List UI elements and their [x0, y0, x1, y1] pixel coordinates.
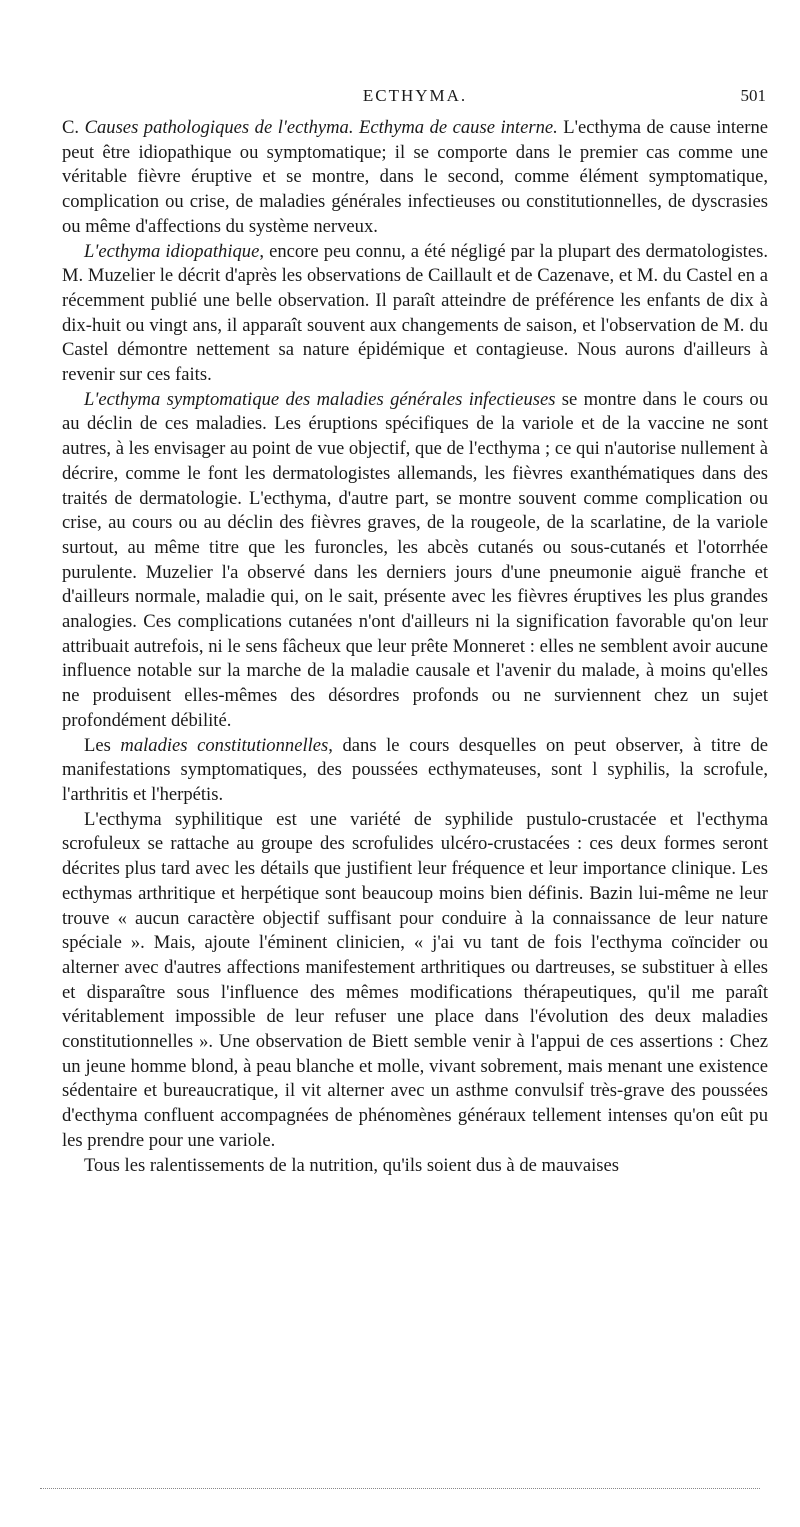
paragraph-text: se montre dans le cours ou au déclin de ces maladies. Les éruptions spécifiques de la variole et de la vaccine ne sont autres, à les envisager au point de vue objectif, que de l'ecthyma ; ce qui n'autorise nullement à décrire, comme le font les dermatologistes allemands, les fièvres exanthématiques dans des traités de dermatologie. L'ecthyma, d'autre part, se montre souvent comme complication ou crise, au cours ou au déclin des fièvres graves, de la rougeole, de la scarlatine, de la variole surtout, au même titre que les furoncles, les abcès cutanés ou sous-cutanés et l'otorrhée purulente. Muzelier l'a observé dans les derniers jours d'une pneumonie aiguë franche et d'ailleurs normale, maladie qui, on le sait, présente avec les fièvres éruptives les plus grandes analogies. Ces complications cutanées n'ont d'ailleurs ni la signification favorable qu'on leur attribuait autrefois, ni le sens fâcheux que leur prête Monneret : elles ne semblent avoir aucune influence notable sur la marche de la maladie causale et l'avenir du malade, à moins qu'elles ne produisent elles-mêmes des désordres profonds ou ne surviennent chez un sujet profondément débilité.	[62, 388, 768, 731]
paragraph-idiopathique	[62, 240, 768, 388]
page-number: 501	[740, 86, 766, 105]
term-italic: L'ecthyma idiopathique	[84, 240, 260, 262]
paragraph-causes	[62, 116, 768, 240]
running-title: ECTHYMA.	[362, 86, 468, 105]
paragraph-text: L'ecthyma syphilitique est une variété de syphilide pustulo-crustacée et l'ecthyma scrofuleux se rattache au groupe des scrofulides ulcéro-crustacées : ces deux formes seront décrites plus tard avec les détails que justifient leur fréquence et leur importance clinique. Les ecthymas arthritique et herpétique sont beaucoup moins bien définis. Bazin lui-même ne leur trouve « aucun caractère objectif suffisant pour conduire à la connaissance de leur nature spéciale ». Mais, ajoute l'éminent clinicien, « j'ai vu tant de fois l'ecthyma coïncider ou alterner avec d'autres affections manifestement arthritiques ou dartreuses, se substituer à elles et disparaître sous l'influence des mêmes modifications thérapeutiques, qu'il me paraît véritablement impossible de leur refuser une place dans l'évolution des deux maladies constitutionnelles ». Une observation de Biett semble venir à l'appui de ces assertions : Chez un jeune homme blond, à peau blanche et molle, vivant sobrement, mais menant une existence sédentaire et bureaucratique, il vit alterner avec un asthme convulsif très-grave des poussées d'ecthyma confluent accompagnées de phénomènes généraux tellement intenses qu'on eût pu les prendre pour une variole.	[62, 808, 768, 1151]
paragraph-ralentissements	[62, 1154, 768, 1179]
paragraph-lead-plain: Les	[84, 734, 121, 756]
paragraph-text: , dans le cours desquelles on peut observer, à titre de manifestations symptomatiques, des poussées ecthymateuses, sont l syphilis, la scrofule, l'arthritis et l'herpétis.	[62, 734, 768, 805]
paragraph-text: , encore peu connu, a été négligé par la plupart des dermatologistes. M. Muzelier le décrit d'après les observations de Caillault et de Cazenave, et M. du Castel en a récemment publié une belle observation. Il paraît atteindre de préférence les enfants de dix à dix-huit ou vingt ans, il apparaît souvent aux changements de saison, et l'observation de M. du Castel démontre nettement sa nature épidémique et contagieuse. Nous aurons d'ailleurs à revenir sur ces faits.	[62, 240, 768, 386]
footer-divider	[40, 1488, 760, 1489]
paragraph-symptomatique	[62, 388, 768, 734]
section-heading-italic: Causes pathologiques de l'ecthyma. Ecthyma de cause interne.	[84, 117, 558, 138]
body-text	[62, 116, 768, 1178]
paragraph-constitutionnelles	[62, 734, 768, 808]
paragraph-text: L'ecthyma de cause interne peut être idiopathique ou symptomatique; il se comporte dans le premier cas comme une véritable fièvre éruptive et se montre, dans le second, comme élément symptomatique, complication ou crise, de maladies générales infectieuses ou constitutionnelles, de dyscrasies ou même d'affections du système nerveux.	[62, 117, 769, 237]
paragraph-text: Tous les ralentissements de la nutrition, qu'ils soient dus à de mauvaises	[84, 1154, 619, 1176]
term-italic: maladies constitutionnelles	[120, 734, 329, 756]
paragraph-syphilitique	[62, 808, 768, 1154]
paragraph-lead-plain: C.	[62, 117, 85, 138]
page-header	[62, 84, 768, 108]
term-italic: L'ecthyma symptomatique des maladies générales infectieuses	[84, 388, 556, 410]
